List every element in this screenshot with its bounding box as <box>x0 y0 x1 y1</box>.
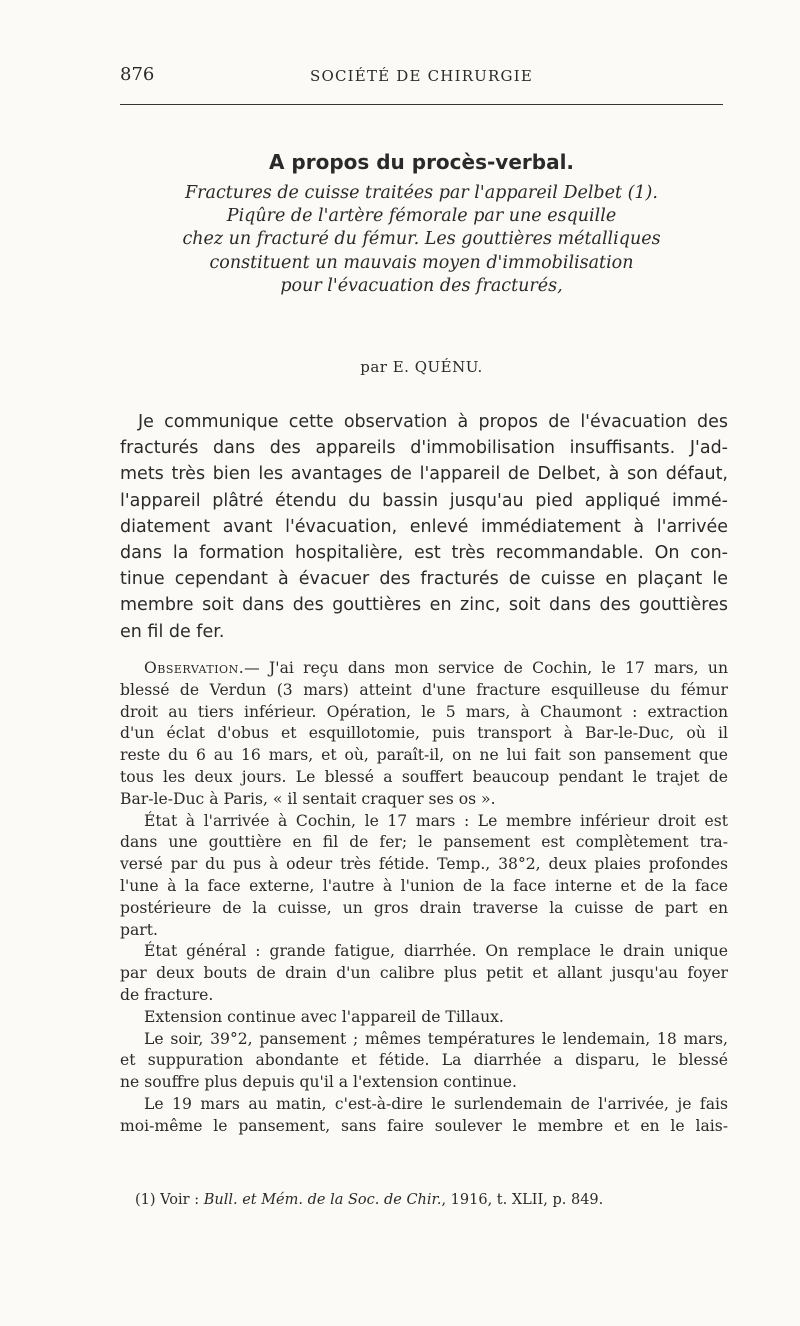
article-subtitle <box>120 182 723 298</box>
body-line: droit au tiers inférieur. Opération, le 5 mars, à Chaumont : extraction <box>120 702 728 721</box>
body-line: Extension continue avec l'appareil de Tillaux. <box>144 1007 504 1026</box>
body-line: versé par du pus à odeur très fétide. Temp., 38°2, deux plaies profondes <box>120 855 728 874</box>
intro-paragraph <box>120 409 728 645</box>
observation-label: Observation. <box>144 659 245 677</box>
page-header <box>120 64 723 92</box>
observation-first-line <box>120 658 728 680</box>
body-line: et suppuration abondante et fétide. La diarrhée a disparu, le blessé <box>120 1051 728 1070</box>
observation-section <box>120 658 728 1138</box>
running-title: SOCIÉTÉ DE CHIRURGIE <box>310 67 533 85</box>
paragraph-line: fracturés dans des appareils d'immobilisation insuffisants. J'ad- <box>120 438 728 459</box>
body-line: Le soir, 39°2, pansement ; mêmes températures le lendemain, 18 mars, <box>144 1029 728 1048</box>
body-line: par deux bouts de drain d'un calibre plus petit et allant jusqu'au foyer <box>120 964 728 983</box>
paragraph-line: mets très bien les avantages de l'appareil de Delbet, à son défaut, <box>120 464 728 485</box>
header-rule <box>120 104 723 105</box>
footnote-prefix: (1) Voir : <box>135 1192 204 1208</box>
body-line: postérieure de la cuisse, un gros drain traverse la cuisse de part en <box>120 898 728 917</box>
body-line: de fracture. <box>120 985 214 1004</box>
paragraph-line: tinue cependant à évacuer des fracturés de cuisse en plaçant le <box>120 569 728 590</box>
body-line: dans une gouttière en fil de fer; le pansement est complètement tra- <box>120 833 728 852</box>
body-line: tous les deux jours. Le blessé a souffert beaucoup pendant le trajet de <box>120 767 728 786</box>
body-line: État général : grande fatigue, diarrhée. On remplace le drain unique <box>144 942 728 961</box>
subtitle-line: pour l'évacuation des fracturés, <box>280 275 563 296</box>
body-line: Bar-le-Duc à Paris, « il sentait craquer ses os ». <box>120 789 496 808</box>
subtitle-line: Fractures de cuisse traitées par l'appareil Delbet (1). <box>185 183 658 203</box>
footnote-source: Bull. et Mém. de la Soc. de Chir. <box>203 1192 442 1208</box>
subtitle-line: constituent un mauvais moyen d'immobilisation <box>209 252 634 273</box>
body-line: État à l'arrivée à Cochin, le 17 mars : Le membre inférieur droit est <box>144 811 728 830</box>
subtitle-line: chez un fracturé du fémur. Les gouttières métalliques <box>182 229 661 250</box>
paragraph-line: l'appareil plâtré étendu du bassin jusqu'au pied appliqué immé- <box>120 490 728 511</box>
paragraph-line: diatement avant l'évacuation, enlevé immédiatement à l'arrivée <box>120 516 728 537</box>
body-line: l'une à la face externe, l'autre à l'union de la face interne et de la face <box>120 876 728 895</box>
body-line: ne souffre plus depuis qu'il a l'extension continue. <box>120 1073 517 1092</box>
paragraph-line: dans la formation hospitalière, est très recommandable. On con- <box>120 543 728 564</box>
body-line: part. <box>120 920 158 939</box>
footnote <box>135 1192 603 1208</box>
author-byline: par E. QUÉNU. <box>360 358 483 376</box>
paragraph-line: Je communique cette observation à propos de l'évacuation des <box>138 412 728 432</box>
footnote-suffix: , 1916, t. XLII, p. 849. <box>441 1192 604 1208</box>
page-number: 876 <box>120 64 155 85</box>
paragraph-line: en fil de fer. <box>120 621 225 642</box>
body-line: d'un éclat d'obus et esquillotomie, puis transport à Bar-le-Duc, où il <box>120 724 728 743</box>
body-line: reste du 6 au 16 mars, et où, paraît-il, on ne lui fait son pansement que <box>120 746 728 765</box>
article-title: A propos du procès-verbal. <box>268 150 575 174</box>
observation-text: — J'ai reçu dans mon service de Cochin, le 17 mars, un <box>244 659 728 677</box>
paragraph-line: membre soit dans des gouttières en zinc, soit dans des gouttières <box>120 595 728 616</box>
body-line: moi-même le pansement, sans faire soulever le membre et en le lais- <box>120 1116 728 1135</box>
body-line: blessé de Verdun (3 mars) atteint d'une fracture esquilleuse du fémur <box>120 680 728 699</box>
body-line: Le 19 mars au matin, c'est-à-dire le surlendemain de l'arrivée, je fais <box>144 1094 728 1113</box>
subtitle-line: Piqûre de l'artère fémorale par une esquille <box>226 206 617 227</box>
